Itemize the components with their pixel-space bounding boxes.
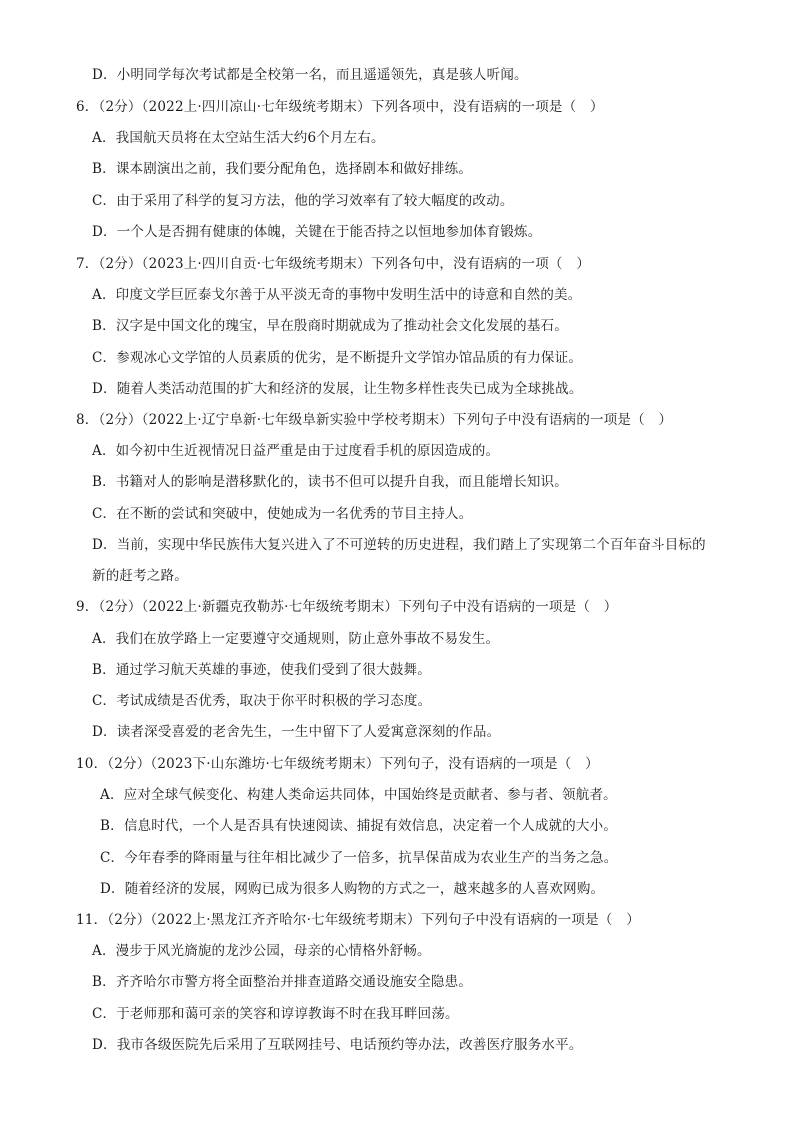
q11-option-b: B．齐齐哈尔市警方将全面整治并排查道路交通设施安全隐患。 — [92, 974, 473, 990]
q10-option-b: B．信息时代，一个人是否具有快速阅读、捕捉有效信息，决定着一个人成就的大小。 — [100, 818, 618, 834]
q7-option-b: B．汉字是中国文化的瑰宝，早在殷商时期就成为了推动社会文化发展的基石。 — [92, 318, 568, 334]
q6-option-d: D．一个人是否拥有健康的体魄，关键在于能否持之以恒地参加体育锻炼。 — [92, 224, 542, 240]
q10-option-c: C．今年春季的降雨量与往年相比减少了一倍多，抗旱保苗成为农业生产的当务之急。 — [100, 850, 618, 866]
question-6-stem: 6．（2分）（2022上·四川凉山·七年级统考期末）下列各项中，没有语病的一项是（ ） — [76, 99, 604, 115]
question-7-stem: 7．（2分）（2023上·四川自贡·七年级统考期末）下列各句中，没有语病的一项（ ） — [76, 256, 591, 272]
q11-option-d: D．我市各级医院先后采用了互联网挂号、电话预约等办法，改善医疗服务水平。 — [92, 1037, 583, 1053]
q5-option-d: D．小明同学每次考试都是全校第一名，而且遥遥领先，真是骇人听闻。 — [92, 67, 528, 83]
q9-option-a: A．我们在放学路上一定要遵守交通规则，防止意外事故不易发生。 — [92, 631, 500, 647]
q7-option-d: D．随着人类活动范围的扩大和经济的发展，让生物多样性丧失已成为全球挑战。 — [92, 381, 583, 397]
q7-option-c: C．参观冰心文学馆的人员素质的优劣，是不断提升文学馆办馆品质的有力保证。 — [92, 350, 583, 366]
question-11-stem: 11．（2分）（2022上·黑龙江齐齐哈尔·七年级统考期末）下列句子中没有语病的一项是（ ） — [76, 912, 640, 928]
q11-option-c: C．于老师那和蔼可亲的笑容和谆谆教诲不时在我耳畔回荡。 — [92, 1006, 459, 1022]
question-8-stem: 8．（2分）（2022上·辽宁阜新·七年级阜新实验中学校考期末）下列句子中没有语病的一项是（ ） — [76, 412, 673, 428]
q7-option-a: A．印度文学巨匠泰戈尔善于从平淡无奇的事物中发明生活中的诗意和自然的美。 — [92, 287, 582, 303]
q10-option-d: D．随着经济的发展，网购已成为很多人购物的方式之一，越来越多的人喜欢网购。 — [100, 881, 605, 897]
q6-option-c: C．由于采用了科学的复习方法，他的学习效率有了较大幅度的改动。 — [92, 193, 514, 209]
q8-option-d: D．当前，实现中华民族伟大复兴进入了不可逆转的历史进程，我们踏上了实现第二个百年奋斗目标的 — [92, 537, 706, 553]
question-9-stem: 9．（2分）（2022上·新疆克孜勒苏·七年级统考期末）下列句子中没有语病的一项是（ ） — [76, 599, 618, 615]
q10-option-a: A．应对全球气候变化、构建人类命运共同体，中国始终是贡献者、参与者、领航者。 — [100, 787, 617, 803]
q6-option-a: A．我国航天员将在太空站生活大约6个月左右。 — [92, 130, 385, 146]
question-10-stem: 10．（2分）（2023下·山东潍坊·七年级统考期末）下列句子，没有语病的一项是（ ） — [76, 756, 599, 772]
q9-option-c: C．考试成绩是否优秀，取决于你平时积极的学习态度。 — [92, 693, 432, 709]
q6-option-b: B．课本剧演出之前，我们要分配角色，选择剧本和做好排练。 — [92, 161, 473, 177]
q8-option-c: C．在不断的尝试和突破中，使她成为一名优秀的节目主持人。 — [92, 506, 473, 522]
q9-option-d: D．读者深受喜爱的老舍先生，一生中留下了人爱寓意深刻的作品。 — [92, 724, 501, 740]
q8-option-b: B．书籍对人的影响是潜移默化的，读书不但可以提升自我，而且能增长知识。 — [92, 474, 568, 490]
q9-option-b: B．通过学习航天英雄的事迹，使我们受到了很大鼓舞。 — [92, 662, 431, 678]
q8-option-d-continued: 新的赶考之路。 — [92, 568, 188, 584]
q8-option-a: A．如今初中生近视情况日益严重是由于过度看手机的原因造成的。 — [92, 443, 500, 459]
q11-option-a: A．漫步于风光旖旎的龙沙公园，母亲的心情格外舒畅。 — [92, 943, 431, 959]
